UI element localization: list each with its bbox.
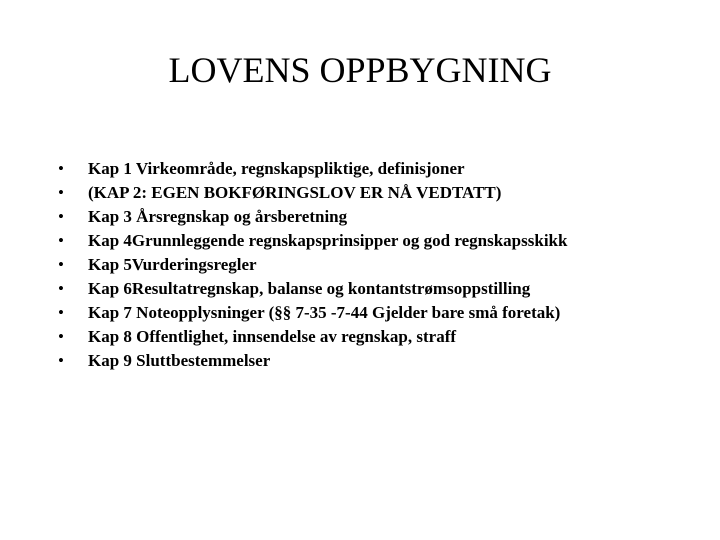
bullet-icon: • (58, 279, 64, 298)
list-item-text: Kap 3 Årsregnskap og årsberetning (88, 207, 348, 226)
list-item (58, 277, 567, 301)
list-item-text: (KAP 2: EGEN BOKFØRINGSLOV ER NÅ VEDTATT) (88, 183, 502, 202)
bullet-icon: • (58, 351, 64, 370)
list-item (58, 253, 567, 277)
list-item-text: Kap 1 Virkeområde, regnskapspliktige, definisjoner (88, 159, 465, 178)
bullet-icon: • (58, 231, 64, 250)
list-item-text: Kap 9 Sluttbestemmelser (88, 351, 271, 370)
list-item-text: Kap 7 Noteopplysninger (§§ 7-35 -7-44 Gjelder bare små foretak) (88, 303, 561, 322)
list-item (58, 325, 567, 349)
bullet-icon: • (58, 303, 64, 322)
list-item (58, 157, 567, 181)
list-item (58, 229, 567, 253)
list-item (58, 205, 567, 229)
list-item-text: Kap 8 Offentlighet, innsendelse av regnskap, straff (88, 327, 457, 346)
bullet-icon: • (58, 327, 64, 346)
list-item-text: Kap 5Vurderingsregler (88, 255, 257, 274)
bullet-icon: • (58, 255, 64, 274)
list-item (58, 301, 567, 325)
slide-title: LOVENS OPPBYGNING (168, 50, 552, 90)
bullet-icon: • (58, 159, 64, 178)
bullet-icon: • (58, 207, 64, 226)
bullet-list (58, 157, 567, 373)
list-item-text: Kap 4Grunnleggende regnskapsprinsipper og god regnskapsskikk (88, 231, 568, 250)
bullet-icon: • (58, 183, 64, 202)
list-item (58, 349, 567, 373)
list-item (58, 181, 567, 205)
list-item-text: Kap 6Resultatregnskap, balanse og kontantstrømsoppstilling (88, 279, 531, 298)
